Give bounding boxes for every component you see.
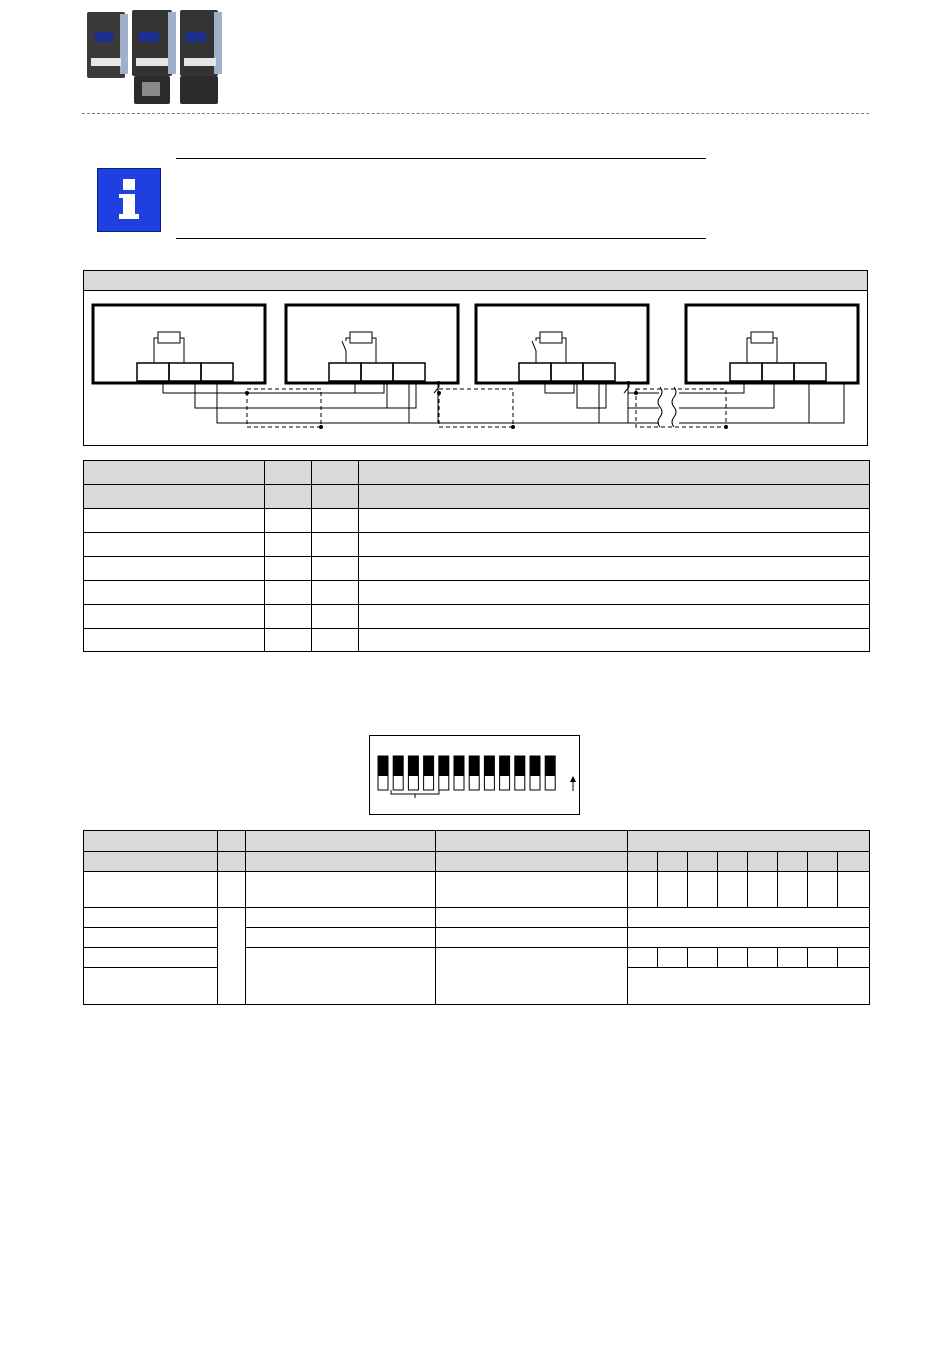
table-row [84, 581, 870, 605]
header-divider [82, 113, 869, 114]
table-row [84, 557, 870, 581]
table-header-row [84, 831, 870, 852]
dip-switch [469, 756, 479, 790]
product-image [80, 6, 230, 106]
dip-switch [454, 756, 464, 790]
device-frame [93, 305, 265, 383]
arrow-up-icon [570, 776, 576, 782]
dip-switch [484, 756, 494, 790]
table-subheader-row [84, 852, 870, 872]
connection-table [83, 460, 870, 652]
dip-switch [393, 756, 403, 790]
device-frame [286, 305, 458, 383]
wiring-diagram [83, 270, 868, 446]
info-icon [97, 168, 161, 232]
dip-switch [439, 756, 449, 790]
dip-switch [378, 756, 388, 790]
table-subheader-row [84, 485, 870, 509]
dip-switch [408, 756, 418, 790]
table-header-row [84, 461, 870, 485]
table-row [84, 509, 870, 533]
table-row [84, 928, 870, 948]
dip-switch [500, 756, 510, 790]
dip-settings-table [83, 830, 870, 1005]
table-row [84, 605, 870, 629]
table-row [84, 948, 870, 968]
dip-switch [545, 756, 555, 790]
table-row [84, 629, 870, 652]
table-row [84, 872, 870, 908]
dip-switch [530, 756, 540, 790]
wiring-schematic [84, 291, 867, 445]
dip-switch-bank [378, 756, 555, 790]
device-frame [476, 305, 648, 383]
info-bottom-rule [176, 238, 706, 239]
device-frame [686, 305, 858, 383]
table-row [84, 533, 870, 557]
table-row [84, 908, 870, 928]
dip-switch [424, 756, 434, 790]
dip-switch [515, 756, 525, 790]
wiring-diagram-header [84, 271, 867, 291]
dip-switch-diagram [369, 735, 580, 815]
info-top-rule [176, 158, 706, 159]
